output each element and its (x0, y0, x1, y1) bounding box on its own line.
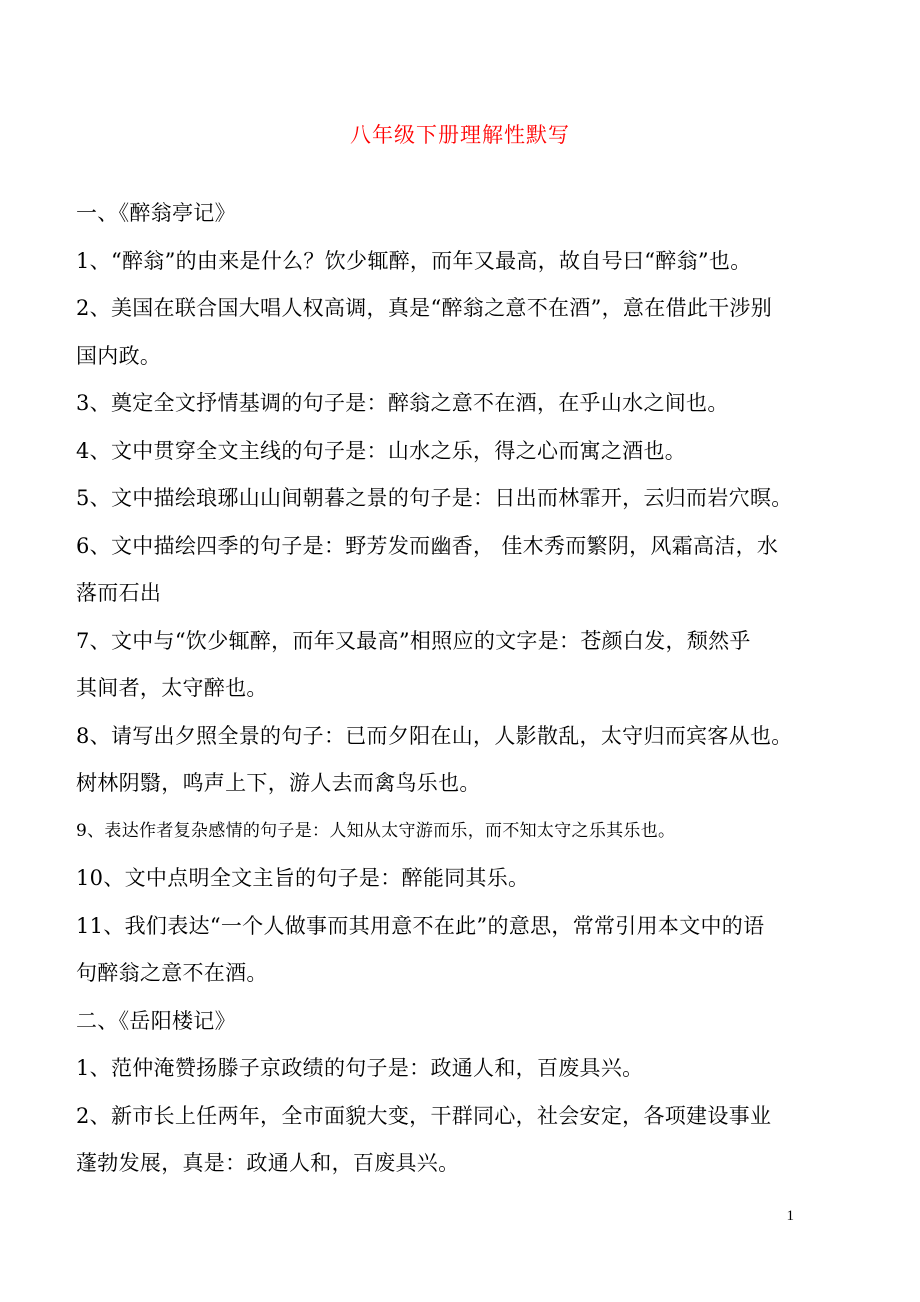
question-line-continued: 其间者，太守醉也。 (76, 676, 268, 700)
question-line: 5、文中描绘琅琊山山间朝暮之景的句子是：日出而林霏开，云归而岩穴暝。 (76, 486, 793, 510)
section-heading: 二、《岳阳楼记》 (76, 1008, 236, 1033)
section-heading: 一、《醉翁亭记》 (76, 201, 236, 225)
question-line-continued: 树林阴翳，鸣声上下，游人去而禽鸟乐也。 (76, 771, 481, 795)
question-line: 10、文中点明全文主旨的句子是：醉能同其乐。 (76, 866, 530, 890)
document-body (76, 190, 794, 1188)
question-line: 2、美国在联合国大唱人权高调，真是“醉翁之意不在酒”，意在借此干涉别 (76, 296, 773, 320)
question-line-continued: 国内政。 (76, 343, 162, 368)
question-line-continued: 句醉翁之意不在酒。 (76, 961, 268, 985)
question-line: 2、新市长上任两年，全市面貌大变，干群同心，社会安定，各项建设事业 (76, 1103, 772, 1128)
question-line: 11、我们表达“一个人做事而其用意不在此”的意思，常常引用本文中的语 (76, 913, 765, 938)
question-line: 7、文中与“饮少辄醉，而年又最高”相照应的文字是：苍颜白发，颓然乎 (76, 628, 751, 653)
question-line-continued: 蓬勃发展，真是：政通人和，百废具兴。 (76, 1151, 460, 1175)
document-title: 八年级下册理解性默写 (350, 123, 570, 147)
question-line: 8、请写出夕照全景的句子：已而夕阳在山，人影散乱，太守归而宾客从也。 (76, 723, 793, 748)
question-line: 3、奠定全文抒情基调的句子是：醉翁之意不在酒，在乎山水之间也。 (76, 391, 729, 415)
question-line: 9、表达作者复杂感情的句子是：人知从太守游而乐，而不知太守之乐其乐也。 (76, 820, 676, 841)
question-line: 1、范仲淹赞扬滕子京政绩的句子是：政通人和，百废具兴。 (76, 1056, 644, 1080)
question-line: 1、“醉翁”的由来是什么？饮少辄醉，而年又最高，故自号曰“醉翁”也。 (76, 248, 752, 273)
question-line: 4、文中贯穿全文主线的句子是：山水之乐，得之心而寓之酒也。 (76, 438, 687, 463)
page-number: 1 (786, 1208, 794, 1224)
question-line: 6、文中描绘四季的句子是：野芳发而幽香， 佳木秀而繁阴，风霜高洁，水 (76, 533, 779, 558)
question-line-continued: 落而石出 (76, 581, 162, 605)
